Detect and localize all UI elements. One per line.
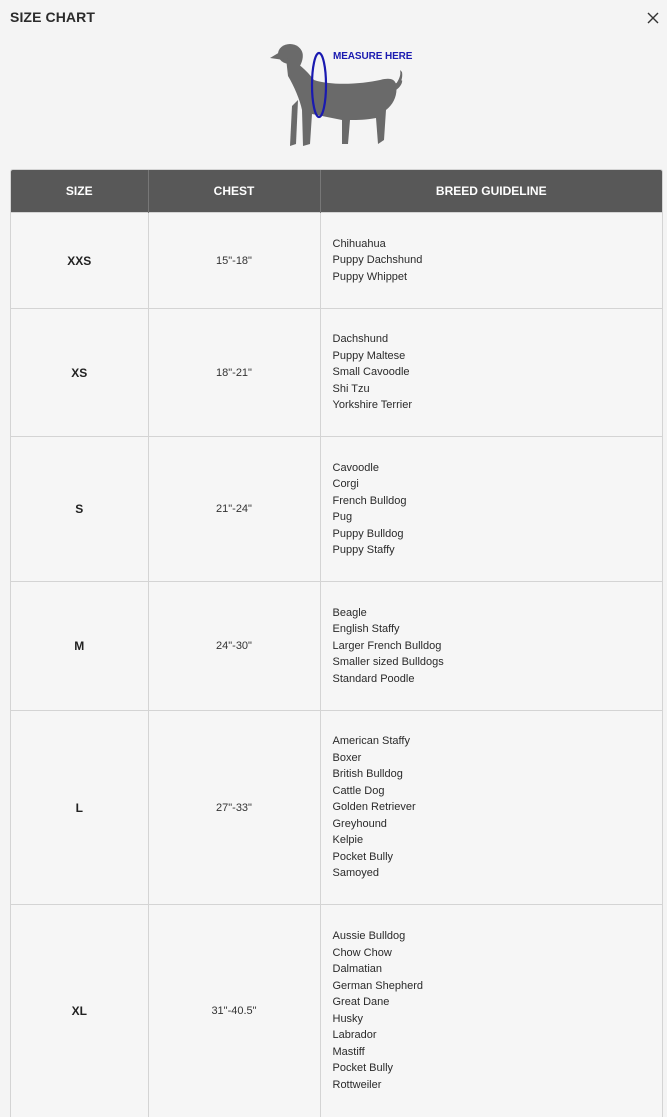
size-chart-table [10, 169, 663, 1117]
breed-item: Rottweiler [332, 1078, 382, 1091]
size-cell: XXS [11, 213, 148, 309]
breed-item: American Staffy [332, 735, 410, 748]
breed-item: Dachshund [332, 333, 389, 346]
breed-item: Husky [332, 1012, 364, 1025]
breed-item: Puppy Staffy [332, 544, 395, 556]
breed-item: Labrador [332, 1029, 377, 1042]
table-row [11, 213, 662, 309]
breed-item: Puppy Bulldog [332, 527, 404, 540]
chest-cell: 21"-24" [148, 437, 320, 582]
breed-item: German Shepherd [332, 979, 423, 992]
page-title: SIZE CHART [10, 9, 95, 25]
table-row [11, 437, 662, 582]
column-header-chest: CHEST [148, 170, 320, 213]
measure-here-label: MEASURE HERE [333, 51, 413, 62]
breed-item: Corgi [332, 478, 359, 490]
table-row [11, 309, 662, 437]
breed-item: Puppy Whippet [332, 270, 408, 283]
size-cell: XS [11, 309, 148, 437]
breed-item: Samoyed [332, 867, 379, 880]
breed-item: Aussie Bulldog [332, 930, 406, 943]
breed-item: Boxer [332, 751, 362, 764]
breed-item: Standard Poodle [332, 672, 415, 685]
breed-item: Mastiff [332, 1045, 365, 1058]
chest-cell: 15"-18" [148, 213, 320, 309]
breed-item: Greyhound [332, 817, 387, 830]
breed-item: English Staffy [332, 623, 400, 636]
size-cell: M [11, 582, 148, 711]
breed-guideline-cell [320, 213, 662, 309]
breed-guideline-cell [320, 711, 662, 905]
breed-item: Chow Chow [332, 946, 392, 959]
breed-item: Kelpie [332, 834, 364, 847]
breed-item: Puppy Dachshund [332, 254, 423, 267]
breed-item: French Bulldog [332, 494, 407, 507]
breed-guideline-cell [320, 437, 662, 582]
breed-item: Pug [332, 511, 353, 523]
breed-item: Pocket Bully [332, 850, 394, 863]
size-cell: S [11, 437, 148, 582]
breed-item: Golden Retriever [332, 801, 416, 814]
breed-item: Dalmatian [332, 963, 383, 976]
breed-item: Puppy Maltese [332, 349, 406, 362]
table-row [11, 582, 662, 711]
breed-item: Cattle Dog [332, 784, 385, 797]
breed-item: Chihuahua [332, 237, 386, 250]
size-cell: L [11, 711, 148, 905]
breed-item: Yorkshire Terrier [332, 399, 412, 412]
table-row [11, 905, 662, 1117]
breed-item: Smaller sized Bulldogs [332, 656, 444, 669]
close-icon [647, 12, 659, 24]
breed-item: Cavoodle [332, 461, 379, 474]
breed-item: Shi Tzu [332, 382, 370, 395]
breed-item: Pocket Bully [332, 1062, 394, 1075]
table-header-row [11, 170, 662, 213]
breed-item: British Bulldog [332, 768, 403, 781]
table-row [11, 711, 662, 905]
column-header-size: SIZE [11, 170, 148, 213]
size-cell: XL [11, 905, 148, 1117]
breed-item: Small Cavoodle [332, 366, 410, 379]
breed-guideline-cell [320, 905, 662, 1117]
breed-guideline-cell [320, 582, 662, 711]
chest-cell: 31"-40.5" [148, 905, 320, 1117]
column-header-breed-guideline: BREED GUIDELINE [320, 170, 662, 213]
chest-cell: 24"-30" [148, 582, 320, 711]
breed-item: Great Dane [332, 996, 390, 1009]
chest-cell: 27"-33" [148, 711, 320, 905]
breed-item: Larger French Bulldog [332, 639, 442, 652]
breed-item: Beagle [332, 606, 367, 619]
chest-cell: 18"-21" [148, 309, 320, 437]
breed-guideline-cell [320, 309, 662, 437]
close-button[interactable] [644, 9, 662, 27]
